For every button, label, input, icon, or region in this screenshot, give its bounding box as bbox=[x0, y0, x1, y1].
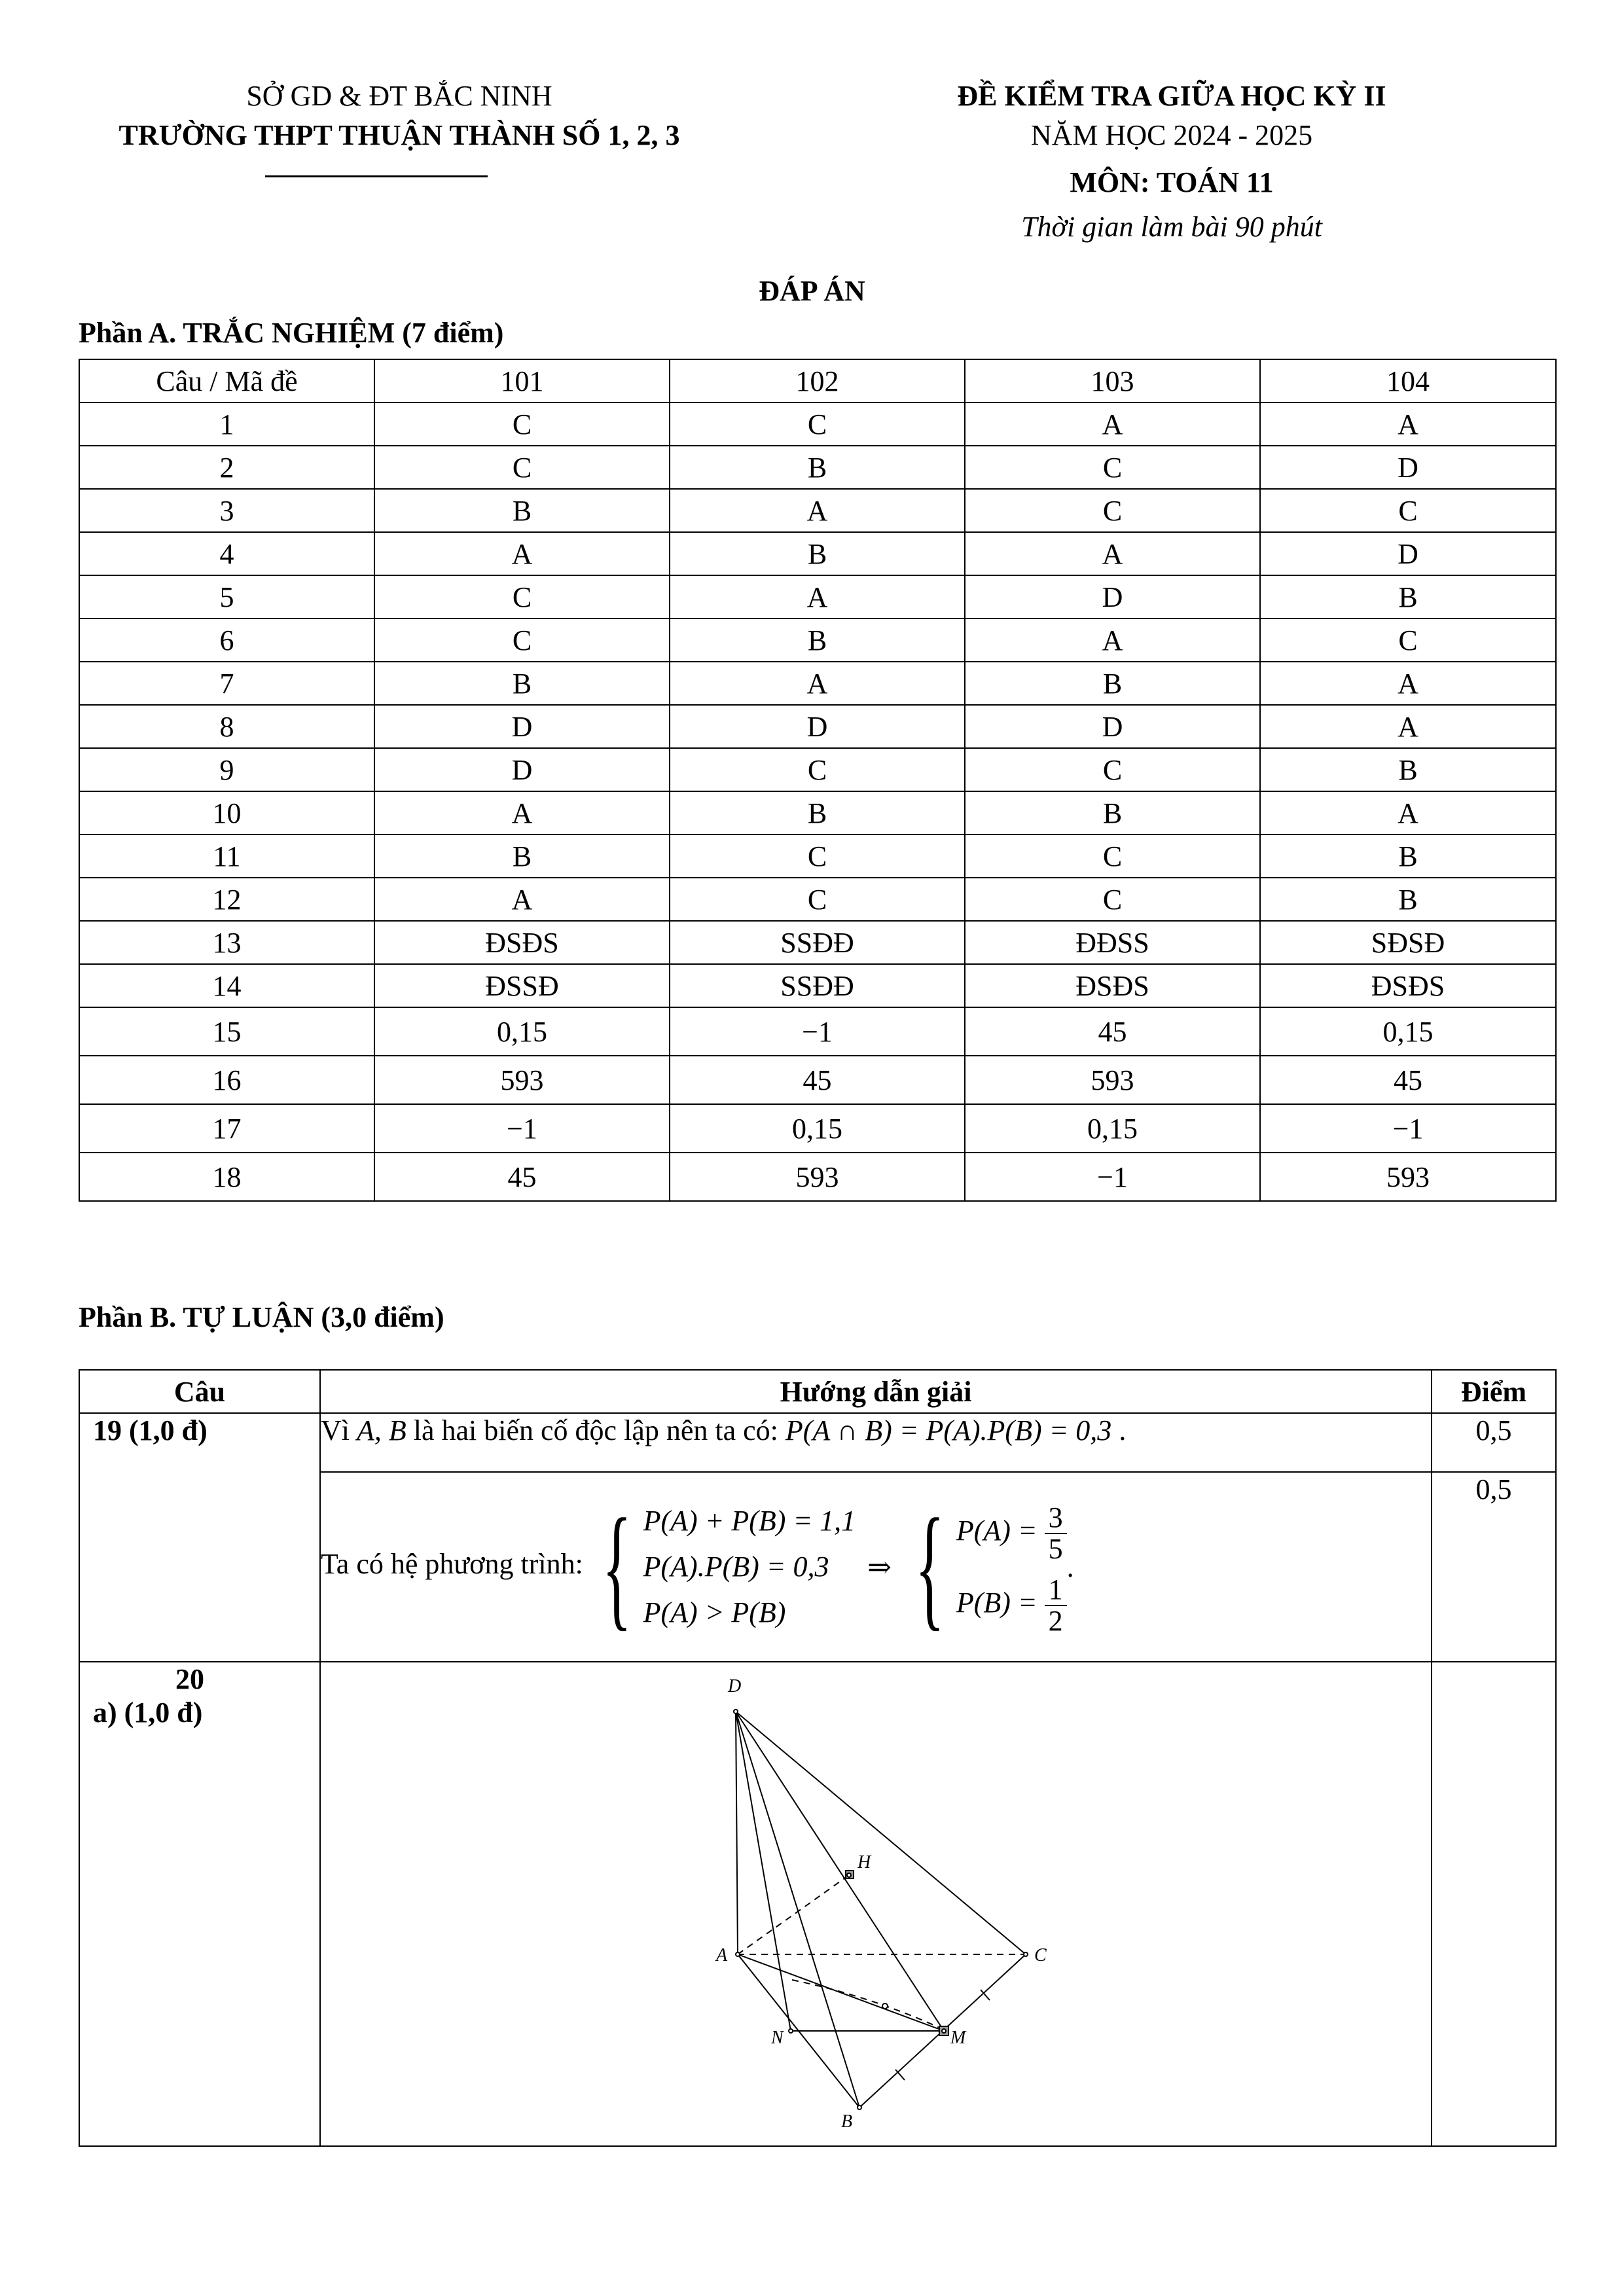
answer-cell: 593 bbox=[965, 1056, 1260, 1104]
q19-step1 bbox=[320, 1413, 1432, 1472]
q20-score bbox=[1432, 1662, 1556, 2146]
question-number-cell: 1 bbox=[79, 403, 374, 446]
question-number-cell: 12 bbox=[79, 878, 374, 921]
answer-cell: 0,15 bbox=[1260, 1007, 1556, 1056]
answer-cell: C bbox=[965, 878, 1260, 921]
answer-cell: −1 bbox=[965, 1153, 1260, 1201]
answer-cell: B bbox=[965, 791, 1260, 834]
question-number-cell: 14 bbox=[79, 964, 374, 1007]
q19-system-label: Ta có hệ phương trình: bbox=[321, 1548, 583, 1581]
answer-cell: A bbox=[374, 532, 670, 575]
edge-AH bbox=[738, 1875, 849, 1954]
label-C: C bbox=[1034, 1945, 1047, 1965]
answer-cell: SĐSĐ bbox=[1260, 921, 1556, 964]
result-b-lhs: P(B) = bbox=[956, 1587, 1038, 1619]
q19-formula: P(A ∩ B) = P(A).P(B) = 0,3 bbox=[785, 1414, 1112, 1446]
pyramid-figure bbox=[321, 1662, 1432, 2145]
answer-cell: 593 bbox=[670, 1153, 965, 1201]
frac-num: 1 bbox=[1045, 1575, 1067, 1606]
q19-vars: A, B bbox=[357, 1414, 406, 1446]
frac-den: 2 bbox=[1048, 1604, 1063, 1637]
question-number-cell: 10 bbox=[79, 791, 374, 834]
answer-row bbox=[79, 575, 1556, 619]
answer-cell: C bbox=[374, 446, 670, 489]
q19-score-1: 0,5 bbox=[1432, 1413, 1556, 1472]
col-question: Câu bbox=[79, 1370, 320, 1413]
q20-label-cell bbox=[79, 1662, 320, 2146]
answer-cell: A bbox=[670, 575, 965, 619]
answer-cell: ĐSĐS bbox=[1260, 964, 1556, 1007]
question-number-cell: 13 bbox=[79, 921, 374, 964]
answer-row bbox=[79, 619, 1556, 662]
q19-row-1 bbox=[79, 1413, 1556, 1472]
label-H: H bbox=[857, 1852, 871, 1873]
part-b-heading: Phần B. TỰ LUẬN (3,0 điểm) bbox=[79, 1301, 444, 1333]
answer-cell: D bbox=[965, 575, 1260, 619]
answer-cell: B bbox=[670, 791, 965, 834]
answer-cell: SSĐĐ bbox=[670, 964, 965, 1007]
answer-cell: D bbox=[670, 705, 965, 748]
answer-cell: A bbox=[1260, 791, 1556, 834]
edge-DC bbox=[736, 1712, 1026, 1954]
sys-eq-1: P(A) + P(B) = 1,1 bbox=[643, 1505, 856, 1537]
answer-cell: B bbox=[1260, 878, 1556, 921]
answer-cell: B bbox=[1260, 834, 1556, 878]
school-year: NĂM HỌC 2024 - 2025 bbox=[1030, 119, 1313, 151]
answer-row bbox=[79, 834, 1556, 878]
page-title: ĐÁP ÁN bbox=[759, 275, 865, 307]
edge-DN bbox=[736, 1712, 791, 2031]
answer-cell: 45 bbox=[965, 1007, 1260, 1056]
answer-cell: B bbox=[670, 446, 965, 489]
answer-cell: C bbox=[670, 878, 965, 921]
question-number-cell: 15 bbox=[79, 1007, 374, 1056]
q20-row bbox=[79, 1662, 1556, 2146]
edge-DB bbox=[736, 1712, 859, 2108]
answer-cell: −1 bbox=[670, 1007, 965, 1056]
answer-cell: 593 bbox=[374, 1056, 670, 1104]
q19-end: . bbox=[1111, 1414, 1127, 1446]
answer-cell: B bbox=[1260, 575, 1556, 619]
question-number-cell: 8 bbox=[79, 705, 374, 748]
question-number-cell: 6 bbox=[79, 619, 374, 662]
answer-cell: C bbox=[374, 619, 670, 662]
point-C bbox=[1024, 1952, 1028, 1956]
implies-icon: ⇒ bbox=[867, 1551, 892, 1583]
answer-cell: A bbox=[965, 532, 1260, 575]
answer-cell: A bbox=[374, 878, 670, 921]
answer-row bbox=[79, 1056, 1556, 1104]
dept-name: SỞ GD & ĐT BẮC NINH bbox=[246, 80, 552, 112]
answer-cell: −1 bbox=[1260, 1104, 1556, 1153]
answer-row bbox=[79, 1104, 1556, 1153]
answer-cell: C bbox=[965, 834, 1260, 878]
duration: Thời gian làm bài 90 phút bbox=[1021, 211, 1322, 243]
answer-cell: D bbox=[965, 705, 1260, 748]
answer-cell: A bbox=[1260, 403, 1556, 446]
answer-cell: C bbox=[965, 489, 1260, 532]
result-a-lhs: P(A) = bbox=[956, 1515, 1038, 1547]
answer-cell: C bbox=[374, 575, 670, 619]
point-O bbox=[882, 2003, 888, 2009]
q19-step2 bbox=[320, 1472, 1432, 1662]
answer-cell: D bbox=[1260, 532, 1556, 575]
question-number-cell: 4 bbox=[79, 532, 374, 575]
answer-row bbox=[79, 964, 1556, 1007]
answer-cell: A bbox=[965, 619, 1260, 662]
answer-cell: C bbox=[965, 748, 1260, 791]
answer-cell: 45 bbox=[670, 1056, 965, 1104]
header-divider bbox=[265, 175, 488, 177]
question-number-cell: 9 bbox=[79, 748, 374, 791]
exam-title: ĐỀ KIỂM TRA GIỮA HỌC KỲ II bbox=[957, 80, 1386, 112]
answer-cell: B bbox=[670, 532, 965, 575]
answer-table bbox=[79, 359, 1557, 1202]
answer-row bbox=[79, 403, 1556, 446]
answer-cell: A bbox=[670, 662, 965, 705]
answer-cell: B bbox=[1260, 748, 1556, 791]
question-number-cell: Câu / Mã đề bbox=[79, 359, 374, 403]
answer-cell: 45 bbox=[374, 1153, 670, 1201]
answer-cell: ĐSĐS bbox=[965, 964, 1260, 1007]
tick-1 bbox=[895, 2070, 905, 2080]
sys-eq-3: P(A) > P(B) bbox=[643, 1596, 786, 1628]
answer-cell: −1 bbox=[374, 1104, 670, 1153]
answer-cell: B bbox=[374, 834, 670, 878]
answer-cell: 0,15 bbox=[965, 1104, 1260, 1153]
question-number-cell: 17 bbox=[79, 1104, 374, 1153]
q19-results bbox=[956, 1495, 1067, 1639]
answer-cell: 45 bbox=[1260, 1056, 1556, 1104]
point-N bbox=[789, 2029, 793, 2033]
answer-row bbox=[79, 532, 1556, 575]
answer-cell: A bbox=[374, 791, 670, 834]
frac-den: 5 bbox=[1048, 1532, 1063, 1565]
answer-cell: 103 bbox=[965, 359, 1260, 403]
sys-eq-2: P(A).P(B) = 0,3 bbox=[643, 1551, 829, 1583]
answer-cell: A bbox=[1260, 662, 1556, 705]
answer-row bbox=[79, 878, 1556, 921]
answer-cell: C bbox=[965, 446, 1260, 489]
essay-table bbox=[79, 1369, 1557, 2147]
answer-cell: 593 bbox=[1260, 1153, 1556, 1201]
answer-cell: D bbox=[374, 705, 670, 748]
answer-cell: 101 bbox=[374, 359, 670, 403]
q19-text-a: Vì bbox=[321, 1414, 357, 1446]
label-M: M bbox=[950, 2028, 966, 2048]
answer-cell: B bbox=[374, 662, 670, 705]
answer-cell: 104 bbox=[1260, 359, 1556, 403]
answer-row bbox=[79, 748, 1556, 791]
subject: MÔN: TOÁN 11 bbox=[1070, 166, 1274, 198]
q19-label: 19 (1,0 đ) bbox=[79, 1413, 320, 1662]
question-number-cell: 2 bbox=[79, 446, 374, 489]
answer-cell: C bbox=[1260, 489, 1556, 532]
point-M bbox=[942, 2029, 946, 2033]
question-number-cell: 18 bbox=[79, 1153, 374, 1201]
answer-row bbox=[79, 1007, 1556, 1056]
label-B: B bbox=[841, 2111, 853, 2132]
answer-row bbox=[79, 446, 1556, 489]
q19-score-2: 0,5 bbox=[1432, 1472, 1556, 1662]
edge-DM bbox=[736, 1712, 944, 2031]
answer-cell: C bbox=[374, 403, 670, 446]
school-name: TRƯỜNG THPT THUẬN THÀNH SỐ 1, 2, 3 bbox=[118, 119, 680, 151]
label-N: N bbox=[771, 2028, 784, 2048]
answer-row bbox=[79, 489, 1556, 532]
answer-cell: ĐSSĐ bbox=[374, 964, 670, 1007]
question-number-cell: 3 bbox=[79, 489, 374, 532]
edge-DA bbox=[736, 1712, 738, 1954]
answer-row bbox=[79, 705, 1556, 748]
q19-system bbox=[590, 1491, 1074, 1643]
part-a-heading: Phần A. TRẮC NGHIỆM (7 điểm) bbox=[79, 317, 504, 349]
question-number-cell: 11 bbox=[79, 834, 374, 878]
answer-cell: C bbox=[670, 403, 965, 446]
q20-figure-cell bbox=[320, 1662, 1432, 2146]
point-B bbox=[857, 2106, 861, 2109]
answer-cell: A bbox=[1260, 705, 1556, 748]
label-D: D bbox=[728, 1676, 742, 1696]
answer-row bbox=[79, 1153, 1556, 1201]
answer-cell: ĐĐSS bbox=[965, 921, 1260, 964]
point-H bbox=[847, 1873, 851, 1877]
brace-icon: { bbox=[914, 1491, 945, 1643]
question-number-cell: 7 bbox=[79, 662, 374, 705]
answer-cell: B bbox=[670, 619, 965, 662]
result-b bbox=[956, 1567, 1067, 1639]
answer-cell: B bbox=[965, 662, 1260, 705]
answer-cell: D bbox=[1260, 446, 1556, 489]
col-guide: Hướng dẫn giải bbox=[320, 1370, 1432, 1413]
answer-row bbox=[79, 662, 1556, 705]
answer-cell: A bbox=[965, 403, 1260, 446]
point-D bbox=[734, 1710, 738, 1713]
q19-system-lines bbox=[643, 1498, 856, 1636]
frac-num: 3 bbox=[1045, 1503, 1067, 1534]
essay-header-row bbox=[79, 1370, 1556, 1413]
point-A bbox=[736, 1952, 740, 1956]
brace-icon: { bbox=[602, 1491, 632, 1643]
result-a bbox=[956, 1495, 1067, 1567]
q20a-label: a) (1,0 đ) bbox=[93, 1696, 203, 1729]
question-number-cell: 16 bbox=[79, 1056, 374, 1104]
answer-cell: D bbox=[374, 748, 670, 791]
answer-cell: C bbox=[670, 748, 965, 791]
q20-label: 20 bbox=[175, 1663, 204, 1695]
q19-dot: . bbox=[1066, 1551, 1074, 1583]
answer-row bbox=[79, 791, 1556, 834]
answer-header-row bbox=[79, 359, 1556, 403]
col-score: Điểm bbox=[1432, 1370, 1556, 1413]
answer-cell: C bbox=[1260, 619, 1556, 662]
answer-cell: SSĐĐ bbox=[670, 921, 965, 964]
answer-cell: 0,15 bbox=[670, 1104, 965, 1153]
answer-cell: 102 bbox=[670, 359, 965, 403]
label-A: A bbox=[716, 1945, 728, 1965]
answer-cell: ĐSĐS bbox=[374, 921, 670, 964]
question-number-cell: 5 bbox=[79, 575, 374, 619]
answer-row bbox=[79, 921, 1556, 964]
answer-cell: B bbox=[374, 489, 670, 532]
q19-text-b: là hai biến cố độc lập nên ta có: bbox=[406, 1414, 785, 1446]
answer-cell: A bbox=[670, 489, 965, 532]
answer-cell: 0,15 bbox=[374, 1007, 670, 1056]
answer-cell: C bbox=[670, 834, 965, 878]
